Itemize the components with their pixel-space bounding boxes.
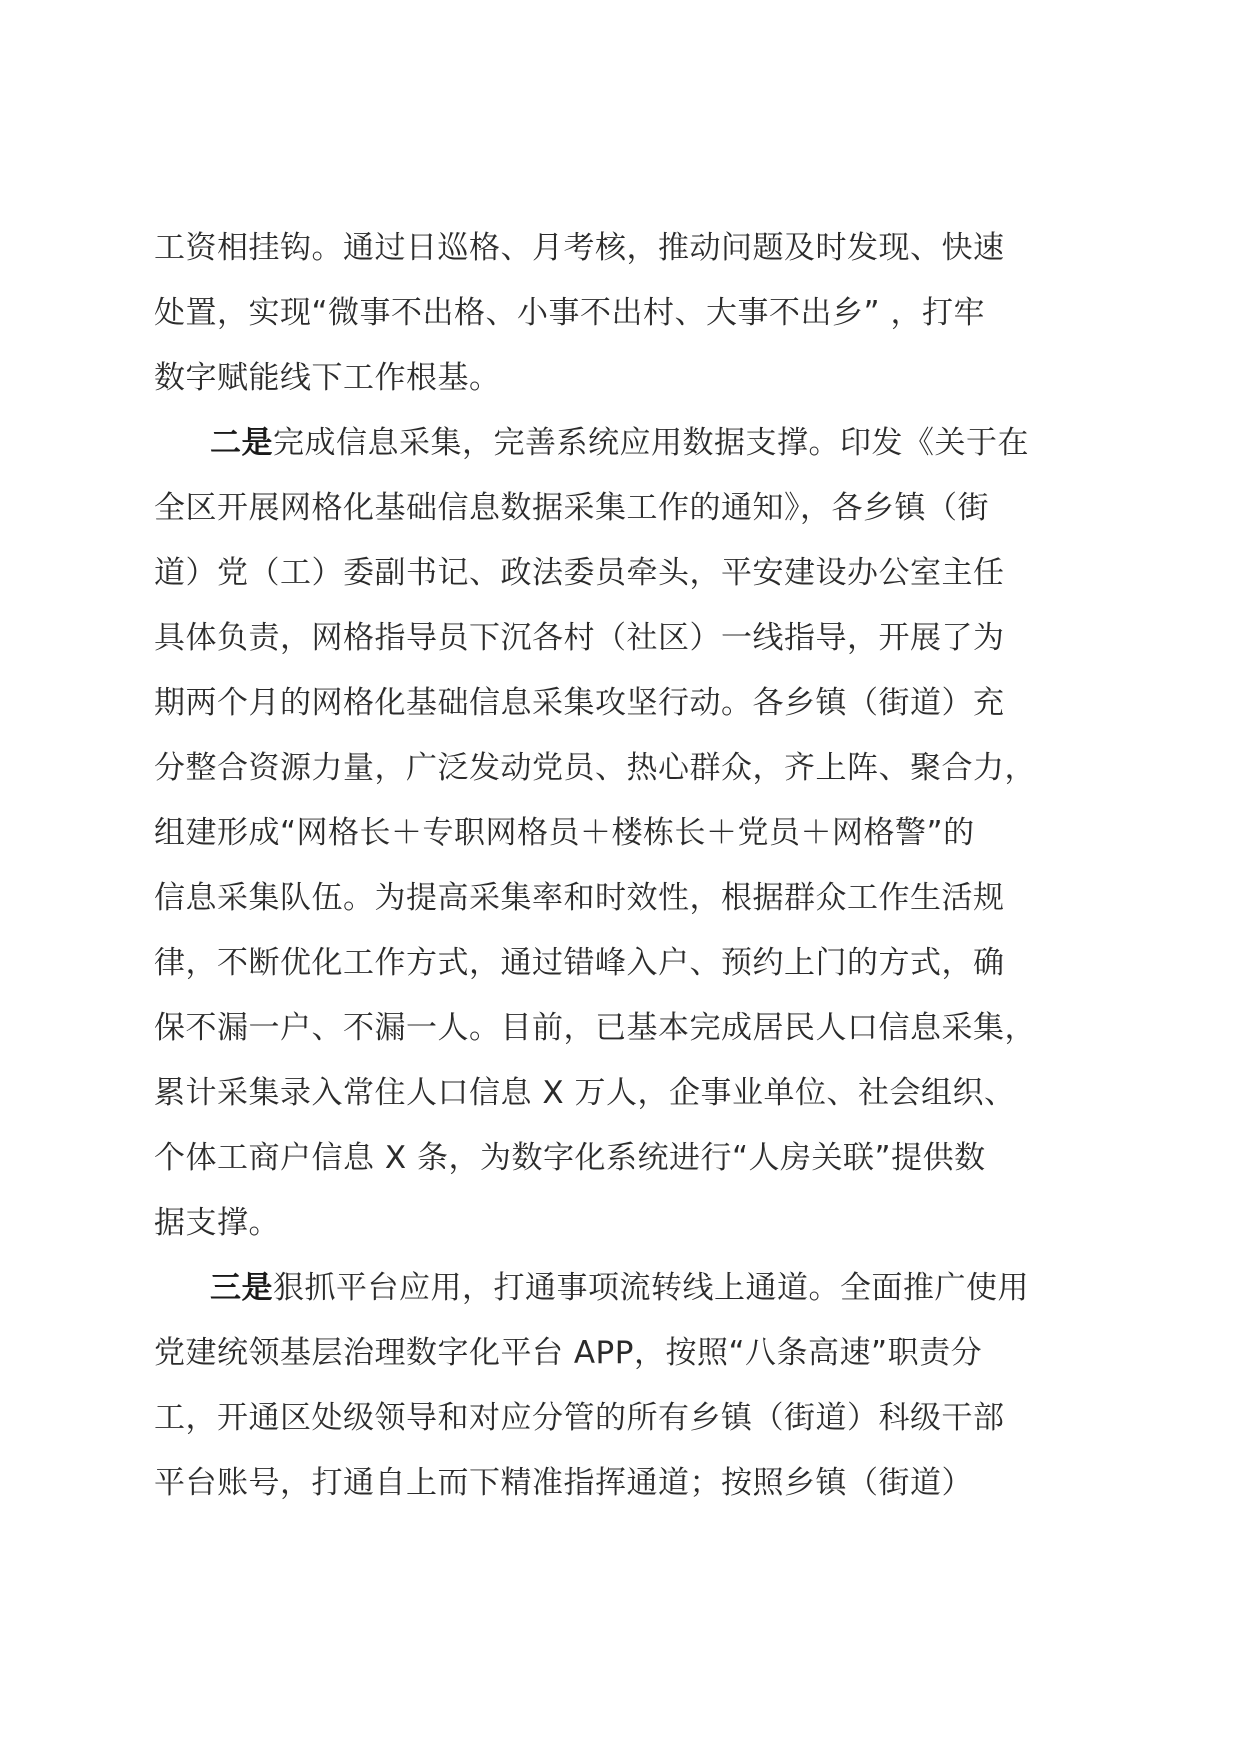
paragraph-line: 具体负责，网格指导员下沉各村（社区）一线指导，开展了为 [154, 620, 1005, 656]
paragraph-line: 分整合资源力量，广泛发动党员、热心群众，齐上阵、聚合力， [154, 750, 1036, 786]
paragraph-2 [154, 411, 1084, 1256]
paragraph-line: 信息采集队伍。为提高采集率和时效性，根据群众工作生活规 [154, 880, 1005, 916]
paragraph-line: 道）党（工）委副书记、政法委员牵头，平安建设办公室主任 [154, 555, 1005, 591]
paragraph-line: 数字赋能线下工作根基。 [154, 360, 501, 396]
paragraph-1 [154, 216, 1084, 411]
paragraph-line: 组建形成“网格长＋专职网格员＋楼栋长＋党员＋网格警”的 [154, 815, 975, 851]
paragraph-first-line-text: 完成信息采集，完善系统应用数据支撑。印发《关于在 [273, 425, 1029, 461]
paragraph-line: 个体工商户信息 X 条，为数字化系统进行“人房关联”提供数 [154, 1140, 986, 1176]
paragraph-line: 工，开通区处级领导和对应分管的所有乡镇（街道）科级干部 [154, 1400, 1005, 1436]
paragraph-3 [154, 1256, 1084, 1516]
paragraph-first-line [154, 411, 1084, 476]
paragraph-line: 工资相挂钩。通过日巡格、月考核，推动问题及时发现、快速 [154, 230, 1005, 266]
paragraph-line: 律，不断优化工作方式，通过错峰入户、预约上门的方式，确 [154, 945, 1005, 981]
paragraph-line: 平台账号，打通自上而下精准指挥通道；按照乡镇（街道） [154, 1465, 973, 1501]
paragraph-first-line [154, 1256, 1084, 1321]
paragraph-line: 全区开展网格化基础信息数据采集工作的通知》，各乡镇（街 [154, 490, 989, 526]
paragraph-line: 据支撑。 [154, 1205, 280, 1241]
paragraph-line: 党建统领基层治理数字化平台 APP，按照“八条高速”职责分 [154, 1335, 983, 1371]
paragraph-line: 期两个月的网格化基础信息采集攻坚行动。各乡镇（街道）充 [154, 685, 1005, 721]
paragraph-lead: 三是 [210, 1270, 273, 1306]
paragraph-line: 处置，实现“微事不出格、小事不出村、大事不出乡” ，打牢 [154, 295, 985, 331]
paragraph-lead: 二是 [210, 425, 273, 461]
paragraph-line: 累计采集录入常住人口信息 X 万人，企事业单位、社会组织、 [154, 1075, 1016, 1111]
document-body [154, 216, 1084, 1516]
paragraph-line: 保不漏一户、不漏一人。目前，已基本完成居民人口信息采集， [154, 1010, 1036, 1046]
paragraph-first-line-text: 狠抓平台应用，打通事项流转线上通道。全面推广使用 [273, 1270, 1029, 1306]
